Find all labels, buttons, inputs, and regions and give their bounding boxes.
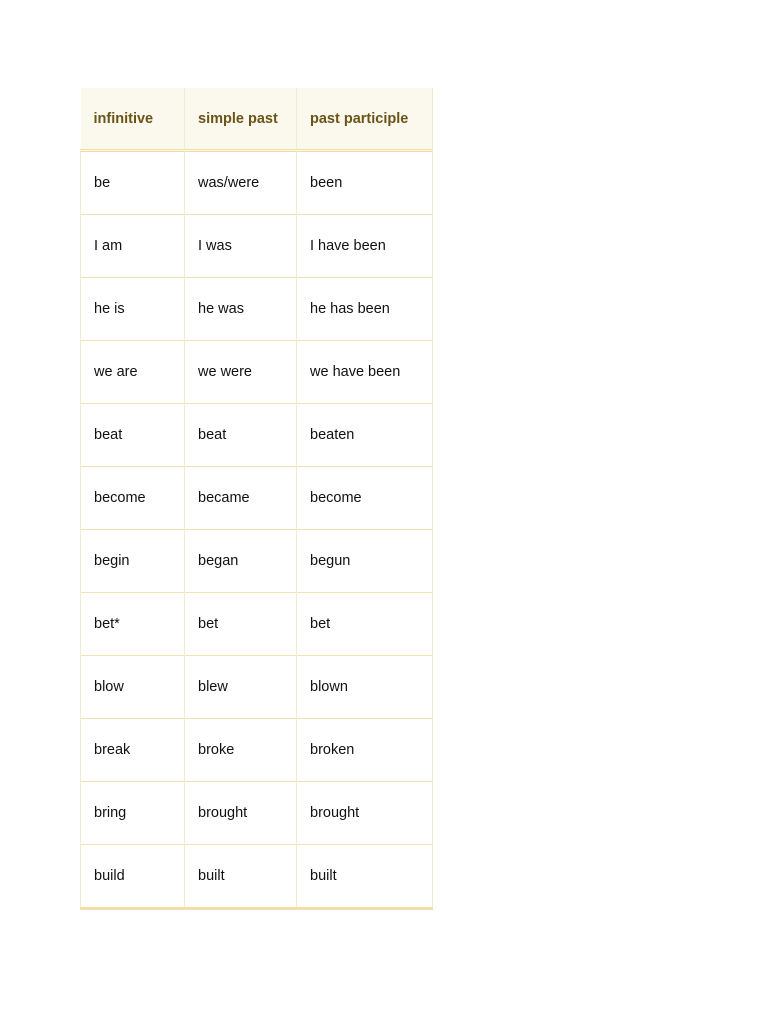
cell-past-participle: brought (297, 782, 433, 845)
cell-past-participle: I have been (297, 215, 433, 278)
table-row (81, 278, 433, 341)
cell-simple-past: brought (185, 782, 297, 845)
cell-infinitive: bet* (81, 593, 185, 656)
cell-infinitive: blow (81, 656, 185, 719)
cell-simple-past: became (185, 467, 297, 530)
header-infinitive: infinitive (81, 88, 185, 151)
cell-simple-past: broke (185, 719, 297, 782)
table-row (81, 782, 433, 845)
cell-past-participle: broken (297, 719, 433, 782)
table-row (81, 656, 433, 719)
cell-past-participle: built (297, 845, 433, 909)
cell-past-participle: we have been (297, 341, 433, 404)
cell-simple-past: began (185, 530, 297, 593)
cell-infinitive: begin (81, 530, 185, 593)
header-past-participle: past participle (297, 88, 433, 151)
cell-infinitive: break (81, 719, 185, 782)
cell-infinitive: become (81, 467, 185, 530)
cell-infinitive: I am (81, 215, 185, 278)
cell-simple-past: we were (185, 341, 297, 404)
table-row (81, 845, 433, 909)
table-row (81, 530, 433, 593)
table-header (81, 88, 433, 151)
cell-past-participle: begun (297, 530, 433, 593)
irregular-verbs-table (80, 88, 433, 910)
cell-simple-past: was/were (185, 151, 297, 215)
cell-simple-past: built (185, 845, 297, 909)
table-row (81, 719, 433, 782)
cell-simple-past: I was (185, 215, 297, 278)
cell-past-participle: beaten (297, 404, 433, 467)
cell-infinitive: build (81, 845, 185, 909)
header-simple-past: simple past (185, 88, 297, 151)
cell-infinitive: be (81, 151, 185, 215)
table-row (81, 467, 433, 530)
table-row (81, 151, 433, 215)
cell-infinitive: he is (81, 278, 185, 341)
cell-past-participle: he has been (297, 278, 433, 341)
cell-infinitive: beat (81, 404, 185, 467)
header-row (81, 88, 433, 151)
table-row (81, 215, 433, 278)
cell-past-participle: become (297, 467, 433, 530)
table-row (81, 593, 433, 656)
cell-simple-past: bet (185, 593, 297, 656)
table-row (81, 341, 433, 404)
cell-infinitive: we are (81, 341, 185, 404)
cell-simple-past: beat (185, 404, 297, 467)
cell-simple-past: he was (185, 278, 297, 341)
cell-infinitive: bring (81, 782, 185, 845)
table-body (81, 151, 433, 909)
cell-simple-past: blew (185, 656, 297, 719)
cell-past-participle: blown (297, 656, 433, 719)
table-row (81, 404, 433, 467)
cell-past-participle: bet (297, 593, 433, 656)
cell-past-participle: been (297, 151, 433, 215)
